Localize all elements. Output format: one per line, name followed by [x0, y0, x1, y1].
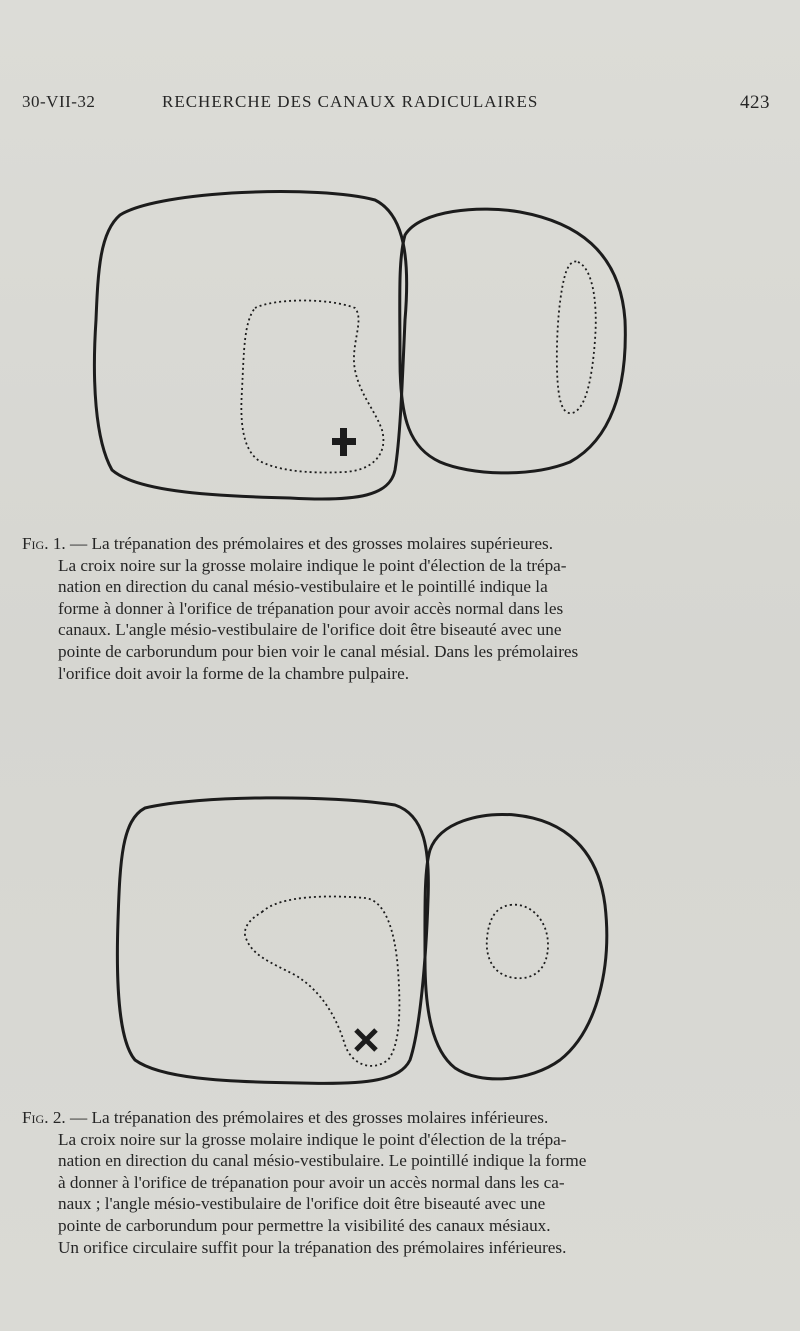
fig2-premolar-dotted-access [487, 905, 548, 979]
fig1-caption-line: pointe de carborundum pour bien voir le canal mésial. Dans les prémolaires [58, 641, 579, 661]
fig2-caption-line: La croix noire sur la grosse molaire indique le point d'élection de la trépa- [58, 1129, 567, 1149]
running-header [22, 92, 770, 120]
figure-2-diagram [0, 790, 800, 1090]
fig2-caption-line: nation en direction du canal mésio-vestibulaire. Le pointillé indique la forme [58, 1151, 587, 1171]
fig2-caption-line: pointe de carborundum pour permettre la visibilité des canaux mésiaux. [58, 1215, 551, 1235]
figure-2-caption [22, 1107, 724, 1258]
fig2-caption-label: Fig. 2. [22, 1108, 66, 1127]
fig2-premolar-outline [425, 814, 607, 1078]
fig2-caption-line: naux ; l'angle mésio-vestibulaire de l'orifice doit être biseauté avec une [58, 1194, 546, 1214]
fig1-caption-line: canaux. L'angle mésio-vestibulaire de l'orifice doit être biseauté avec une [58, 620, 562, 640]
fig2-x-marker [356, 1030, 376, 1050]
fig1-caption-label: Fig. 1. [22, 534, 66, 553]
fig1-caption-line: l'orifice doit avoir la forme de la chambre pulpaire. [58, 663, 409, 683]
fig1-caption-line: forme à donner à l'orifice de trépanation pour avoir accès normal dans les [58, 598, 564, 618]
fig2-caption-line: — La trépanation des prémolaires et des grosses molaires inférieures. [70, 1108, 549, 1127]
fig1-caption-line: nation en direction du canal mésio-vestibulaire et le pointillé indique la [58, 577, 548, 597]
fig1-premolar-outline [400, 209, 626, 473]
fig2-molar-outline [117, 798, 428, 1084]
page-number: 423 [740, 92, 770, 113]
fig1-premolar-dotted-access [557, 261, 596, 413]
running-title: RECHERCHE DES CANAUX RADICULAIRES [162, 92, 539, 111]
figure-1-diagram [0, 170, 800, 510]
fig1-molar-dotted-access [241, 301, 383, 473]
fig2-molar-dotted-access [245, 896, 400, 1065]
header-date: 30-VII-32 [22, 92, 96, 111]
fig2-caption-line: Un orifice circulaire suffit pour la trépanation des prémolaires inférieures. [58, 1237, 567, 1257]
fig1-caption-line: — La trépanation des prémolaires et des grosses molaires supérieures. [70, 534, 554, 553]
fig1-caption-line: La croix noire sur la grosse molaire indique le point d'élection de la trépa- [58, 555, 567, 575]
fig1-cross-marker [332, 428, 356, 456]
figure-1-caption [22, 533, 724, 684]
fig2-caption-line: à donner à l'orifice de trépanation pour avoir un accès normal dans les ca- [58, 1172, 565, 1192]
